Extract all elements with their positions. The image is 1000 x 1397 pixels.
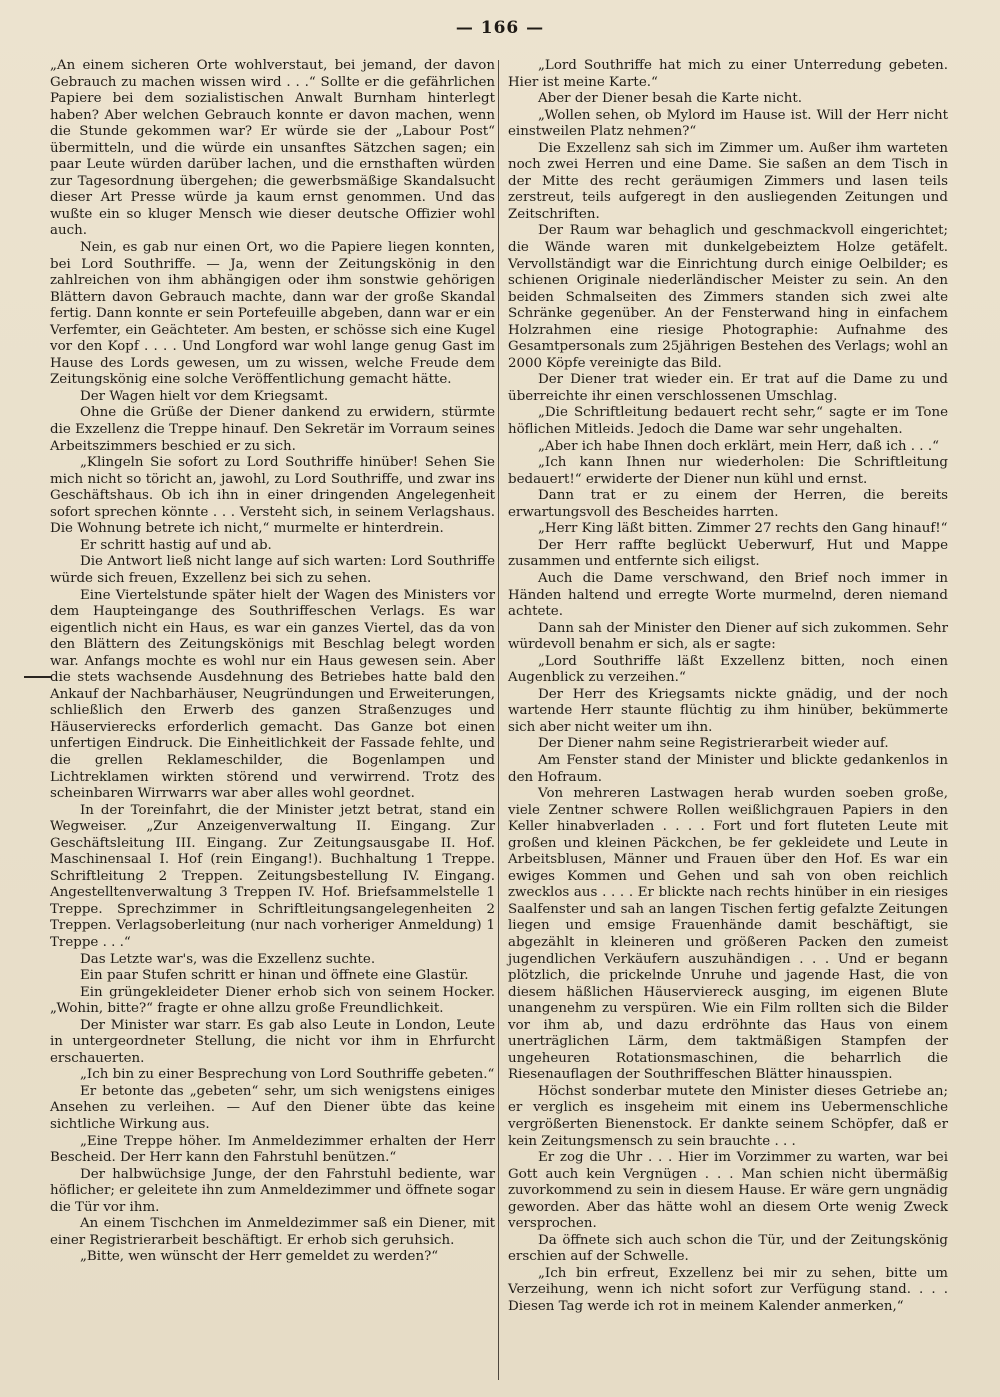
paragraph: Ein paar Stufen schritt er hinan und öffnete eine Glastür. (80, 968, 469, 984)
paragraph: Der halbwüchsige Junge, der den Fahrstuhl bediente, war höflicher; er geleitete ihn zum Anmeldezimmer und öffnete sogar die Tür vor ihm. (50, 1166, 495, 1215)
paragraph: Der Herr des Kriegsamts nickte gnädig, und der noch wartende Herr staunte flüchtig zu ihm hinüber, bekümmerte sich aber nicht weiter um ihn. (508, 686, 948, 735)
column-divider (498, 60, 499, 1380)
paragraph: „Klingeln Sie sofort zu Lord Southriffe hinüber! Sehen Sie mich nicht so töricht an, jawohl, zu Lord Southriffe, und zwar ins Geschäftshaus. Ob ich ihn in einer dringenden Angelegenheit sofort sprechen könnte . . . Versteht sich, in seinem Verlagshaus. Die Wohnung betrete ich nicht,“ murmelte er hinterdrein. (50, 455, 495, 537)
paragraph: Er schritt hastig auf und ab. (80, 537, 272, 553)
paragraph: „Ich bin zu einer Besprechung von Lord Southriffe gebeten.“ (80, 1067, 495, 1083)
page-number: — 166 — (455, 18, 545, 38)
paragraph: In der Toreinfahrt, die der Minister jetzt betrat, stand ein Wegweiser. „Zur Anzeigenverwaltung II. Eingang. Zur Geschäftsleitung III. Eingang. Zur Zeitungsausgabe II. Hof. Maschinensaal I. Hof (rein Eingang!). Buchhaltung 1 Treppe. Schriftleitung 2 Treppen. Zeitungsbestellung IV. Eingang. Angestelltenverwaltung 3 Treppen IV. Hof. Briefsammelstelle 1 Treppe. Sprechzimmer in Schriftleitungsangelegenheiten 2 Treppen. Verlagsoberleitung (nur nach vorheriger Anmeldung) 1 Treppe . . .“ (50, 802, 495, 950)
paragraph: Da öffnete sich auch schon die Tür, und der Zeitungskönig erschien auf der Schwelle. (508, 1232, 948, 1265)
paragraph: Am Fenster stand der Minister und blickte gedankenlos in den Hofraum. (508, 752, 948, 785)
paragraph: Ohne die Grüße der Diener dankend zu erwidern, stürmte die Exzellenz die Treppe hinauf. Den Sekretär im Vorraum seines Arbeitszimmers beschied er zu sich. (50, 405, 495, 454)
paragraph: „Wollen sehen, ob Mylord im Hause ist. Will der Herr nicht einstweilen Platz nehmen?“ (508, 107, 948, 140)
left-column (50, 58, 495, 1266)
paragraph: „Ich kann Ihnen nur wiederholen: Die Schriftleitung bedauert!“ erwiderte der Diener nun kühl und ernst. (508, 455, 948, 487)
paragraph: Höchst sonderbar mutete den Minister dieses Getriebe an; er verglich es insgeheim mit einem ins Uebermenschliche vergrößerten Bienenstock. Er dankte seinem Schöpfer, daß er kein Zeitungsmensch zu sein brauchte . . . (508, 1083, 948, 1149)
paragraph: Aber der Diener besah die Karte nicht. (538, 91, 803, 107)
margin-mark (24, 676, 52, 678)
paragraph: An einem Tischchen im Anmeldezimmer saß ein Diener, mit einer Registrierarbeit beschäftigt. Er erhob sich geruhsich. (50, 1216, 495, 1248)
right-column (508, 58, 948, 1316)
paragraph: Der Minister war starr. Es gab also Leute in London, Leute in untergeordneter Stellung, die nicht vor ihm in Ehrfurcht erschauerten. (50, 1017, 495, 1066)
paragraph: Der Wagen hielt vor dem Kriegsamt. (80, 388, 329, 404)
paragraph: „Aber ich habe Ihnen doch erklärt, mein Herr, daß ich . . .“ (538, 438, 939, 454)
paragraph: Die Antwort ließ nicht lange auf sich warten: Lord Southriffe würde sich freuen, Exzellenz bei sich zu sehen. (50, 554, 495, 586)
paragraph: Der Diener trat wieder ein. Er trat auf die Dame zu und überreichte ihr einen verschlossenen Umschlag. (508, 372, 948, 404)
paragraph: Eine Viertelstunde später hielt der Wagen des Ministers vor dem Haupteingange des Southriffeschen Verlags. Es war eigentlich nicht ein Haus, es war ein ganzes Viertel, das da von den Blättern des Zeitungskönigs mit Beschlag belegt worden war. Anfangs mochte es wohl nur ein Haus gewesen sein. Aber die stets wachsende Ausdehnung des Betriebes hatte bald den Ankauf der Nachbarhäuser, Neugründungen und Erweiterungen, schließlich den Erwerb des ganzen Straßenzuges und Häuservierecks erforderlich gemacht. Das Ganze bot einen unfertigen Eindruck. Die Einheitlichkeit der Fassade fehlte, und die grellen Reklameschilder, die Bogenlampen und Lichtreklamen wirkten störend und verwirrend. Trotz des scheinbaren Wirrwarrs war aber alles wohl geordnet. (50, 587, 495, 802)
paragraph: Dann trat er zu einem der Herren, die bereits erwartungsvoll des Bescheides harrten. (508, 488, 948, 520)
paragraph: Die Exzellenz sah sich im Zimmer um. Außer ihm warteten noch zwei Herren und eine Dame. Sie saßen an dem Tisch in der Mitte des recht geräumigen Zimmers und lasen teils zerstreut, teils aufgeregt in den ausliegenden Zeitungen und Zeitschriften. (508, 140, 948, 222)
paragraph: Der Herr raffte beglückt Ueberwurf, Hut und Mappe zusammen und entfernte sich eiligst. (508, 537, 948, 570)
paragraph: „An einem sicheren Orte wohlverstaut, bei jemand, der davon Gebrauch zu machen wissen wird . . .“ Sollte er die gefährlichen Papiere bei dem sozialistischen Anwalt Burnham hinterlegt haben? Aber welchen Gebrauch konnte er davon machen, wenn die Stunde gekommen war? Er würde sie der „Labour Post“ übermitteln, und die würde ein unsanftes Sätzchen sagen; ein paar Leute würden darüber lachen, und die ernsthaften würden zur Tagesordnung übergehen; die gewerbsmäßige Skandalsucht dieser Art Presse würde ja kaum ernst genommen. Und das wußte ein so kluger Mensch wie dieser deutsche Offizier wohl auch. (50, 58, 495, 239)
paragraph: Der Raum war behaglich und geschmackvoll eingerichtet; die Wände waren mit dunkelgebeiztem Holze getäfelt. Vervollständigt war die Einrichtung durch einige Oelbilder; es schienen Originale niederländischer Meister zu sein. An den beiden Schmalseiten des Zimmers standen sich zwei alte Schränke gegenüber. An der Fensterwand hing in einfachem Holzrahmen eine riesige Photographie: Aufnahme des Gesamtpersonals zum 25jährigen Bestehen des Verlags; wohl an 2000 Köpfe vereinigte das Bild. (508, 223, 948, 371)
paragraph: „Lord Southriffe hat mich zu einer Unterredung gebeten. Hier ist meine Karte.“ (508, 58, 948, 90)
paragraph: Das Letzte war's, was die Exzellenz suchte. (80, 951, 376, 967)
paragraph: „Herr King läßt bitten. Zimmer 27 rechts den Gang hinauf!“ (538, 521, 948, 537)
paragraph: „Ich bin erfreut, Exzellenz bei mir zu sehen, bitte um Verzeihung, wenn ich nicht sofort zur Verfügung stand. . . . Diesen Tag werde ich rot in meinem Kalender anmerken,“ (508, 1265, 948, 1315)
paragraph: Er betonte das „gebeten“ sehr, um sich wenigstens einiges Ansehen zu verleihen. — Auf den Diener übte das keine sichtliche Wirkung aus. (50, 1083, 495, 1132)
paragraph: Nein, es gab nur einen Ort, wo die Papiere liegen konnten, bei Lord Southriffe. — Ja, wenn der Zeitungskönig in den zahlreichen von ihm abhängigen oder ihm sonstwie gehörigen Blättern davon Gebrauch machte, dann war der große Skandal fertig. Dann konnte er sein Portefeuille abgeben, dann war er ein Verfemter, ein Geächteter. Am besten, er schösse sich eine Kugel vor den Kopf . . . . Und Longford war wohl lange genug Gast im Hause des Lords gewesen, um zu wissen, welche Freude dem Zeitungskönig eine solche Veröffentlichung gemacht hätte. (50, 240, 495, 388)
paragraph: „Eine Treppe höher. Im Anmeldezimmer erhalten der Herr Bescheid. Der Herr kann den Fahrstuhl benützen.“ (50, 1133, 495, 1166)
paragraph: Er zog die Uhr . . . Hier im Vorzimmer zu warten, war bei Gott auch kein Vergnügen . . . Man schien nicht übermäßig zuvorkommend zu sein in diesem Hause. Er wäre gern ungnädig geworden. Aber das hätte wohl an diesem Orte wenig Zweck versprochen. (508, 1150, 948, 1232)
paragraph: „Die Schriftleitung bedauert recht sehr,“ sagte er im Tone höflichen Mitleids. Jedoch die Dame war sehr ungehalten. (508, 405, 948, 438)
paragraph: Der Diener nahm seine Registrierarbeit wieder auf. (538, 736, 889, 752)
paragraph: Auch die Dame verschwand, den Brief noch immer in Händen haltend und erregte Worte murmelnd, deren niemand achtete. (508, 570, 948, 620)
paragraph: „Lord Southriffe läßt Exzellenz bitten, noch einen Augenblick zu verzeihen.“ (508, 653, 948, 686)
paragraph: Dann sah der Minister den Diener auf sich zukommen. Sehr würdevoll benahm er sich, als er sagte: (508, 620, 948, 653)
paragraph: Ein grüngekleideter Diener erhob sich von seinem Hocker. „Wohin, bitte?“ fragte er ohne allzu große Freundlichkeit. (50, 984, 495, 1017)
paragraph: „Bitte, wen wünscht der Herr gemeldet zu werden?“ (80, 1249, 439, 1265)
paragraph: Von mehreren Lastwagen herab wurden soeben große, viele Zentner schwere Rollen weißlichgrauen Papiers in den Keller hinabverladen . . . . Fort und fort fluteten Leute mit großen und kleinen Päckchen, be fer gekleidete und Leute in Arbeitsblusen, Männer und Frauen über den Hof. Es war ein ewiges Kommen und Gehen und sah von oben reichlich zwecklos aus . . . . Er blickte nach rechts hinüber in ein riesiges Saalfenster und sah an langen Tischen fertig gefalzte Zeitungen liegen und emsige Frauenhände damit beschäftigt, sie abgezählt in kleineren und größeren Packen den zumeist jugendlichen Verkäufern auszuhändigen . . . Und er begann plötzlich, die prickelnde Unruhe und jagende Hast, die von diesem häßlichen Häuserviereck ausging, im eigenen Blute unangenehm zu verspüren. Wie ein Film rollten sich die Bilder vor ihm ab, und dazu erdröhnte das Haus von einem unerträglichen Lärm, dem taktmäßigen Stampfen der ungeheuren Rotationsmaschinen, die beharrlich die Riesenauflagen der Southriffeschen Blätter hinausspien. (508, 786, 948, 1083)
